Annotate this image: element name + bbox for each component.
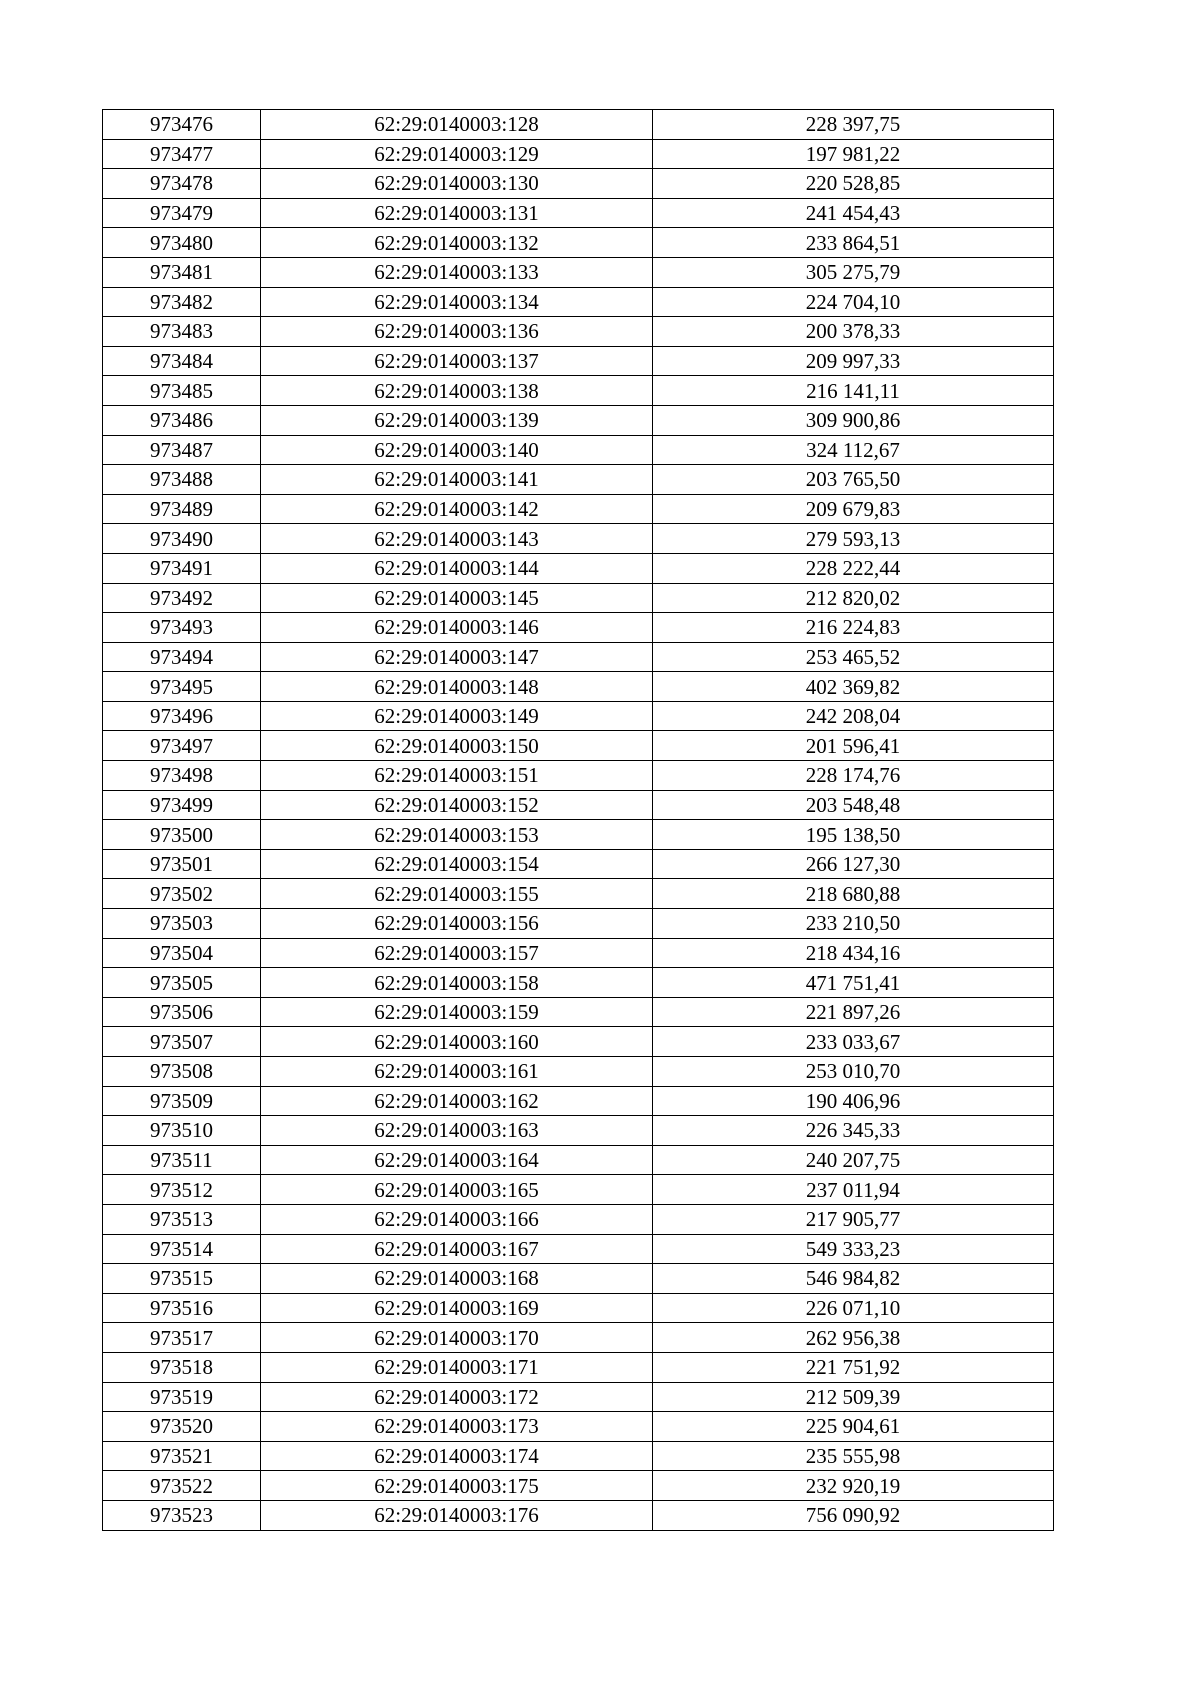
cadastral-number-cell: 62:29:0140003:153 [261, 820, 653, 850]
row-number-cell: 973476 [103, 110, 261, 140]
cadastral-value-cell: 233 033,67 [653, 1027, 1054, 1057]
table-row [103, 1412, 1054, 1442]
cadastral-number-cell: 62:29:0140003:165 [261, 1175, 653, 1205]
cadastral-value-cell: 218 434,16 [653, 938, 1054, 968]
cadastral-number-cell: 62:29:0140003:147 [261, 642, 653, 672]
row-number-cell: 973507 [103, 1027, 261, 1057]
cadastral-value-cell: 195 138,50 [653, 820, 1054, 850]
table-row [103, 494, 1054, 524]
cadastral-value-cell: 218 680,88 [653, 879, 1054, 909]
cadastral-value-cell: 212 509,39 [653, 1382, 1054, 1412]
cadastral-number-cell: 62:29:0140003:132 [261, 228, 653, 258]
row-number-cell: 973503 [103, 909, 261, 939]
table-row [103, 1027, 1054, 1057]
row-number-cell: 973504 [103, 938, 261, 968]
table-row [103, 761, 1054, 791]
table-row [103, 701, 1054, 731]
cadastral-value-cell: 279 593,13 [653, 524, 1054, 554]
row-number-cell: 973506 [103, 997, 261, 1027]
cadastral-value-cell: 203 548,48 [653, 790, 1054, 820]
cadastral-number-cell: 62:29:0140003:148 [261, 672, 653, 702]
row-number-cell: 973505 [103, 968, 261, 998]
row-number-cell: 973515 [103, 1264, 261, 1294]
cadastral-number-cell: 62:29:0140003:160 [261, 1027, 653, 1057]
row-number-cell: 973495 [103, 672, 261, 702]
table-row [103, 613, 1054, 643]
cadastral-value-cell: 224 704,10 [653, 287, 1054, 317]
row-number-cell: 973501 [103, 849, 261, 879]
cadastral-number-cell: 62:29:0140003:139 [261, 405, 653, 435]
table-row [103, 228, 1054, 258]
cadastral-value-cell: 235 555,98 [653, 1441, 1054, 1471]
row-number-cell: 973508 [103, 1057, 261, 1087]
cadastral-number-cell: 62:29:0140003:172 [261, 1382, 653, 1412]
table-row [103, 642, 1054, 672]
cadastral-value-cell: 240 207,75 [653, 1145, 1054, 1175]
cadastral-number-cell: 62:29:0140003:151 [261, 761, 653, 791]
cadastral-value-cell: 220 528,85 [653, 169, 1054, 199]
table-row [103, 1441, 1054, 1471]
row-number-cell: 973499 [103, 790, 261, 820]
table-row [103, 287, 1054, 317]
cadastral-number-cell: 62:29:0140003:169 [261, 1293, 653, 1323]
cadastral-value-cell: 217 905,77 [653, 1204, 1054, 1234]
cadastral-number-cell: 62:29:0140003:142 [261, 494, 653, 524]
table-row [103, 672, 1054, 702]
cadastral-value-cell: 221 751,92 [653, 1352, 1054, 1382]
table-row [103, 968, 1054, 998]
cadastral-number-cell: 62:29:0140003:141 [261, 465, 653, 495]
cadastral-number-cell: 62:29:0140003:166 [261, 1204, 653, 1234]
table-row [103, 731, 1054, 761]
table-row [103, 790, 1054, 820]
cadastral-number-cell: 62:29:0140003:150 [261, 731, 653, 761]
row-number-cell: 973492 [103, 583, 261, 613]
row-number-cell: 973486 [103, 405, 261, 435]
table-row [103, 376, 1054, 406]
cadastral-value-cell: 228 222,44 [653, 553, 1054, 583]
table-row [103, 465, 1054, 495]
cadastral-number-cell: 62:29:0140003:170 [261, 1323, 653, 1353]
cadastral-number-cell: 62:29:0140003:158 [261, 968, 653, 998]
table-row [103, 346, 1054, 376]
cadastral-value-cell: 232 920,19 [653, 1471, 1054, 1501]
cadastral-value-cell: 228 174,76 [653, 761, 1054, 791]
row-number-cell: 973487 [103, 435, 261, 465]
table-row [103, 583, 1054, 613]
row-number-cell: 973482 [103, 287, 261, 317]
cadastral-value-cell: 221 897,26 [653, 997, 1054, 1027]
cadastral-number-cell: 62:29:0140003:157 [261, 938, 653, 968]
cadastral-number-cell: 62:29:0140003:176 [261, 1500, 653, 1530]
cadastral-number-cell: 62:29:0140003:145 [261, 583, 653, 613]
row-number-cell: 973514 [103, 1234, 261, 1264]
cadastral-value-cell: 756 090,92 [653, 1500, 1054, 1530]
table-row [103, 110, 1054, 140]
row-number-cell: 973478 [103, 169, 261, 199]
row-number-cell: 973519 [103, 1382, 261, 1412]
cadastral-number-cell: 62:29:0140003:149 [261, 701, 653, 731]
cadastral-number-cell: 62:29:0140003:128 [261, 110, 653, 140]
cadastral-number-cell: 62:29:0140003:136 [261, 317, 653, 347]
table-row [103, 849, 1054, 879]
cadastral-value-cell: 233 210,50 [653, 909, 1054, 939]
cadastral-number-cell: 62:29:0140003:163 [261, 1116, 653, 1146]
row-number-cell: 973512 [103, 1175, 261, 1205]
row-number-cell: 973518 [103, 1352, 261, 1382]
cadastral-value-cell: 201 596,41 [653, 731, 1054, 761]
row-number-cell: 973489 [103, 494, 261, 524]
cadastral-number-cell: 62:29:0140003:152 [261, 790, 653, 820]
cadastral-value-cell: 237 011,94 [653, 1175, 1054, 1205]
cadastral-value-cell: 209 679,83 [653, 494, 1054, 524]
cadastral-number-cell: 62:29:0140003:164 [261, 1145, 653, 1175]
row-number-cell: 973477 [103, 139, 261, 169]
cadastral-number-cell: 62:29:0140003:130 [261, 169, 653, 199]
table-row [103, 1323, 1054, 1353]
row-number-cell: 973493 [103, 613, 261, 643]
table-row [103, 198, 1054, 228]
cadastral-value-cell: 216 141,11 [653, 376, 1054, 406]
cadastral-value-cell: 241 454,43 [653, 198, 1054, 228]
cadastral-value-cell: 309 900,86 [653, 405, 1054, 435]
cadastral-number-cell: 62:29:0140003:174 [261, 1441, 653, 1471]
cadastral-number-cell: 62:29:0140003:173 [261, 1412, 653, 1442]
cadastral-number-cell: 62:29:0140003:129 [261, 139, 653, 169]
cadastral-number-cell: 62:29:0140003:155 [261, 879, 653, 909]
cadastral-value-cell: 200 378,33 [653, 317, 1054, 347]
cadastral-number-cell: 62:29:0140003:162 [261, 1086, 653, 1116]
cadastral-value-cell: 233 864,51 [653, 228, 1054, 258]
table-body [103, 110, 1054, 1531]
row-number-cell: 973498 [103, 761, 261, 791]
cadastral-value-cell: 197 981,22 [653, 139, 1054, 169]
cadastral-value-cell: 216 224,83 [653, 613, 1054, 643]
table-row [103, 879, 1054, 909]
row-number-cell: 973502 [103, 879, 261, 909]
cadastral-value-cell: 402 369,82 [653, 672, 1054, 702]
table-row [103, 435, 1054, 465]
cadastral-value-cell: 228 397,75 [653, 110, 1054, 140]
table-row [103, 257, 1054, 287]
table-row [103, 1057, 1054, 1087]
row-number-cell: 973516 [103, 1293, 261, 1323]
table-row [103, 909, 1054, 939]
cadastral-number-cell: 62:29:0140003:167 [261, 1234, 653, 1264]
cadastral-number-cell: 62:29:0140003:140 [261, 435, 653, 465]
row-number-cell: 973483 [103, 317, 261, 347]
cadastral-number-cell: 62:29:0140003:168 [261, 1264, 653, 1294]
cadastral-number-cell: 62:29:0140003:161 [261, 1057, 653, 1087]
table-row [103, 524, 1054, 554]
cadastral-value-cell: 549 333,23 [653, 1234, 1054, 1264]
row-number-cell: 973480 [103, 228, 261, 258]
row-number-cell: 973484 [103, 346, 261, 376]
cadastral-value-cell: 225 904,61 [653, 1412, 1054, 1442]
table-row [103, 1500, 1054, 1530]
cadastral-number-cell: 62:29:0140003:137 [261, 346, 653, 376]
cadastral-value-cell: 212 820,02 [653, 583, 1054, 613]
row-number-cell: 973523 [103, 1500, 261, 1530]
cadastral-number-cell: 62:29:0140003:171 [261, 1352, 653, 1382]
cadastral-value-cell: 226 345,33 [653, 1116, 1054, 1146]
row-number-cell: 973485 [103, 376, 261, 406]
cadastral-value-cell: 209 997,33 [653, 346, 1054, 376]
row-number-cell: 973522 [103, 1471, 261, 1501]
row-number-cell: 973500 [103, 820, 261, 850]
table-row [103, 553, 1054, 583]
cadastral-number-cell: 62:29:0140003:131 [261, 198, 653, 228]
table-row [103, 1086, 1054, 1116]
cadastral-number-cell: 62:29:0140003:143 [261, 524, 653, 554]
table-row [103, 405, 1054, 435]
row-number-cell: 973511 [103, 1145, 261, 1175]
table-row [103, 1234, 1054, 1264]
cadastral-number-cell: 62:29:0140003:133 [261, 257, 653, 287]
row-number-cell: 973491 [103, 553, 261, 583]
row-number-cell: 973521 [103, 1441, 261, 1471]
cadastral-number-cell: 62:29:0140003:159 [261, 997, 653, 1027]
table-row [103, 1145, 1054, 1175]
row-number-cell: 973517 [103, 1323, 261, 1353]
table-row [103, 820, 1054, 850]
cadastral-value-cell: 266 127,30 [653, 849, 1054, 879]
table-row [103, 1293, 1054, 1323]
cadastral-value-cell: 203 765,50 [653, 465, 1054, 495]
cadastral-value-cell: 226 071,10 [653, 1293, 1054, 1323]
cadastral-value-cell: 253 010,70 [653, 1057, 1054, 1087]
table-row [103, 1116, 1054, 1146]
cadastral-number-cell: 62:29:0140003:138 [261, 376, 653, 406]
row-number-cell: 973520 [103, 1412, 261, 1442]
row-number-cell: 973481 [103, 257, 261, 287]
table-row [103, 317, 1054, 347]
row-number-cell: 973490 [103, 524, 261, 554]
cadastral-value-table [102, 109, 1054, 1531]
cadastral-value-cell: 471 751,41 [653, 968, 1054, 998]
cadastral-number-cell: 62:29:0140003:144 [261, 553, 653, 583]
cadastral-number-cell: 62:29:0140003:175 [261, 1471, 653, 1501]
table-row [103, 1352, 1054, 1382]
cadastral-number-cell: 62:29:0140003:146 [261, 613, 653, 643]
cadastral-value-cell: 324 112,67 [653, 435, 1054, 465]
row-number-cell: 973494 [103, 642, 261, 672]
table-row [103, 139, 1054, 169]
table-row [103, 1175, 1054, 1205]
cadastral-number-cell: 62:29:0140003:154 [261, 849, 653, 879]
row-number-cell: 973513 [103, 1204, 261, 1234]
cadastral-value-cell: 190 406,96 [653, 1086, 1054, 1116]
cadastral-value-cell: 262 956,38 [653, 1323, 1054, 1353]
cadastral-value-cell: 242 208,04 [653, 701, 1054, 731]
row-number-cell: 973510 [103, 1116, 261, 1146]
cadastral-number-cell: 62:29:0140003:156 [261, 909, 653, 939]
row-number-cell: 973488 [103, 465, 261, 495]
cadastral-number-cell: 62:29:0140003:134 [261, 287, 653, 317]
row-number-cell: 973496 [103, 701, 261, 731]
table-row [103, 1471, 1054, 1501]
table-row [103, 169, 1054, 199]
table-row [103, 1264, 1054, 1294]
cadastral-value-cell: 305 275,79 [653, 257, 1054, 287]
cadastral-value-cell: 253 465,52 [653, 642, 1054, 672]
table-row [103, 1382, 1054, 1412]
row-number-cell: 973497 [103, 731, 261, 761]
row-number-cell: 973509 [103, 1086, 261, 1116]
table-row [103, 938, 1054, 968]
table-row [103, 997, 1054, 1027]
row-number-cell: 973479 [103, 198, 261, 228]
table-row [103, 1204, 1054, 1234]
cadastral-value-cell: 546 984,82 [653, 1264, 1054, 1294]
